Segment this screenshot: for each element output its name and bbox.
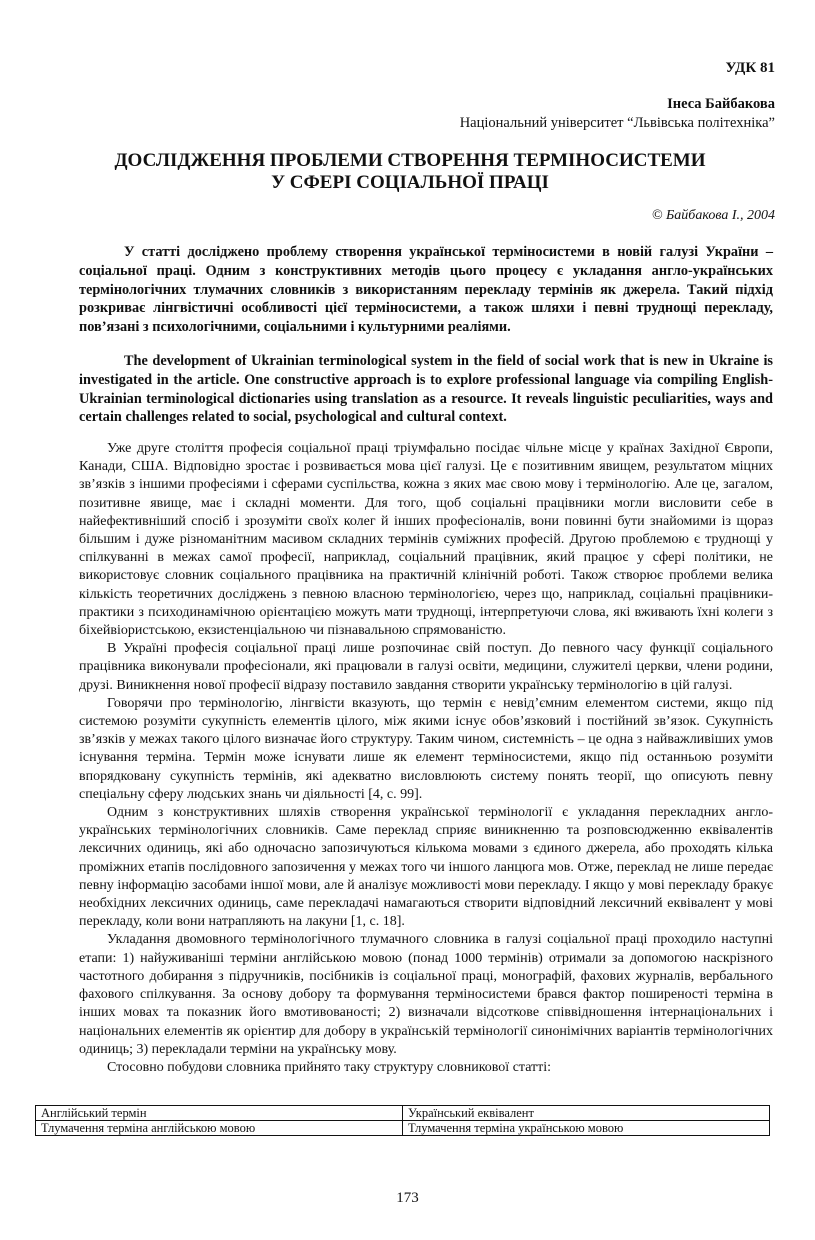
dictionary-entry-structure-table — [35, 1105, 770, 1136]
table-cell: Український еквівалент — [403, 1106, 770, 1121]
table-row — [36, 1106, 770, 1121]
author-affiliation: Національний університет “Львівська політехніка” — [459, 115, 775, 131]
body-paragraph: Стосовно побудови словника прийнято таку структуру словникової статті: — [107, 1059, 552, 1075]
article-title — [60, 150, 760, 194]
table-cell: Тлумачення терміна англійською мовою — [36, 1121, 403, 1136]
page-number: 173 — [396, 1190, 419, 1206]
body-paragraph: Говорячи про термінологію, лінгвісти вказують, що термін є невід’ємним елементом системи, якщо під системою розуміти сукупність елементів цілого, між якими існує обов’язковий і постійний зв’язок. Сукупність зв’язків у межах такого цілого визначає його структуру. Таким чином, системність – це одна з найважливіших умов існування терміна. Термін може існувати лише як елемент терміносистеми, якщо під останньою розуміти впорядковану сукупність термінів, які адекватно висловлюють систему понять теорії, що описують певну спеціальну сферу людських знань чи діяльності [4, с. 99]. — [79, 695, 773, 802]
table-row — [36, 1121, 770, 1136]
author-name: Інеса Байбакова — [667, 96, 775, 112]
copyright-notice: © Байбакова І., 2004 — [651, 208, 775, 223]
abstract-english: The development of Ukrainian terminological system in the field of social work that is new in Ukraine is investigated in the article. One constructive approach is to explore professional language via compiling English-Ukrainian terminological dictionaries using translation as a resource. It reveals linguistic peculiarities, ways and certain challenges related to social, psychological and cultural context. — [79, 353, 773, 426]
body-paragraph: Уже друге століття професія соціальної праці тріумфально посідає чільне місце у країнах Західної Європи, Канади, США. Відповідно зростає і розвивається мова цієї галузі. Це є позитивним явищем, результатом міцних зв’язків з іншими професіями і сферами суспільства, кожна з яких має свою мову і термінологію. Але це, загалом, позитивне явище, має і складні моменти. Для того, щоб соціальні працівники могли висловити себе в найефективніший спосіб і зрозуміти своїх колег й інших професіоналів, вони повинні бути знайомими із щораз більшим і дуже різноманітним масивом складних термінів суміжних професій. Другою проблемою є труднощі у спілкуванні в межах самої професії, наприклад, соціальний працівник, який працює у сфері політики, не використовує словник соціального працівника на практичній клінічній роботі. Також створює проблеми велика кількість теоретичних досліджень з певною власною термінологією, через що, наприклад, соціальні працівники-практики з психодинамічною орієнтацією можуть мати труднощі, інтерпретуючи слова, які вживають їхні колеги з біхейвіористською, екзистенціальною чи пізнавальною спрямованістю. — [79, 441, 773, 639]
udc-code: УДК 81 — [725, 60, 775, 76]
abstract-ukrainian: У статті досліджено проблему створення української терміносистеми в новій галузі України – соціальної праці. Одним з конструктивних методів цього процесу є укладання англо-українських термінологічних тлумачних словників з використанням перекладу термінів як джерела. Такий підхід розкриває лінгвістичні особливості цієї терміносистеми, а також шляхи і певні труднощі перекладу, пов’язані з психологічними, соціальними і культурними реаліями. — [79, 244, 773, 336]
body-paragraph: Одним з конструктивних шляхів створення української термінології є укладання перекладних англо-українських термінологічних словників. Саме переклад сприяє виникненню та розповсюдженню еквівалентів лексичних одиниць, які або одночасно запозичуються кількома мовами з єдиного джерела, або проходять кілька проміжних етапів послідовного запозичення у межах того чи іншого ланцюга мов. Отже, переклад не лише передає певну інформацію засобами іншої мови, але й аналізує можливості мови перекладу. І якщо у мові перекладу бракує необхідних лексичних одиниць, саме перекладачі намагаються створити відповідний лексичний еквівалент у мові перекладу, коли вони натрапляють на лакуни [1, с. 18]. — [79, 805, 773, 930]
body-paragraph: Укладання двомовного термінологічного тлумачного словника в галузі соціальної праці проходило наступні етапи: 1) найуживаніші терміни англійською мовою (понад 1000 термінів) отримали за допомогою наскрізного частотного добирання з підручників, посібників із соціальної праці, монографій, фахових журналів, вербального фахового спілкування. За основу добору та формування терміносистеми брався фактор поширеності терміна в інших мовах та показник його вмотивованості; 2) визначали відсоткове співвідношення інтернаціональних і національних елементів як орієнтир для добору в українській термінології синонімічних варіантів термінологічних одиниць; 3) перекладали терміни на українську мову. — [79, 932, 773, 1057]
article-body — [79, 440, 773, 1077]
title-line-1: ДОСЛІДЖЕННЯ ПРОБЛЕМИ СТВОРЕННЯ ТЕРМІНОСИСТЕМИ — [114, 150, 706, 171]
title-line-2: У СФЕРІ СОЦІАЛЬНОЇ ПРАЦІ — [271, 172, 549, 193]
table-cell: Тлумачення терміна українською мовою — [403, 1121, 770, 1136]
table-cell: Англійський термін — [36, 1106, 403, 1121]
body-paragraph: В Україні професія соціальної праці лише розпочинає свій поступ. До певного часу функції соціального працівника виконували професіонали, які працювали в галузі освіти, медицини, служителі церкви, члени родини, друзі. Виникнення нової професії відразу поставило завдання створити українську термінологію в цій галузі. — [79, 641, 773, 693]
